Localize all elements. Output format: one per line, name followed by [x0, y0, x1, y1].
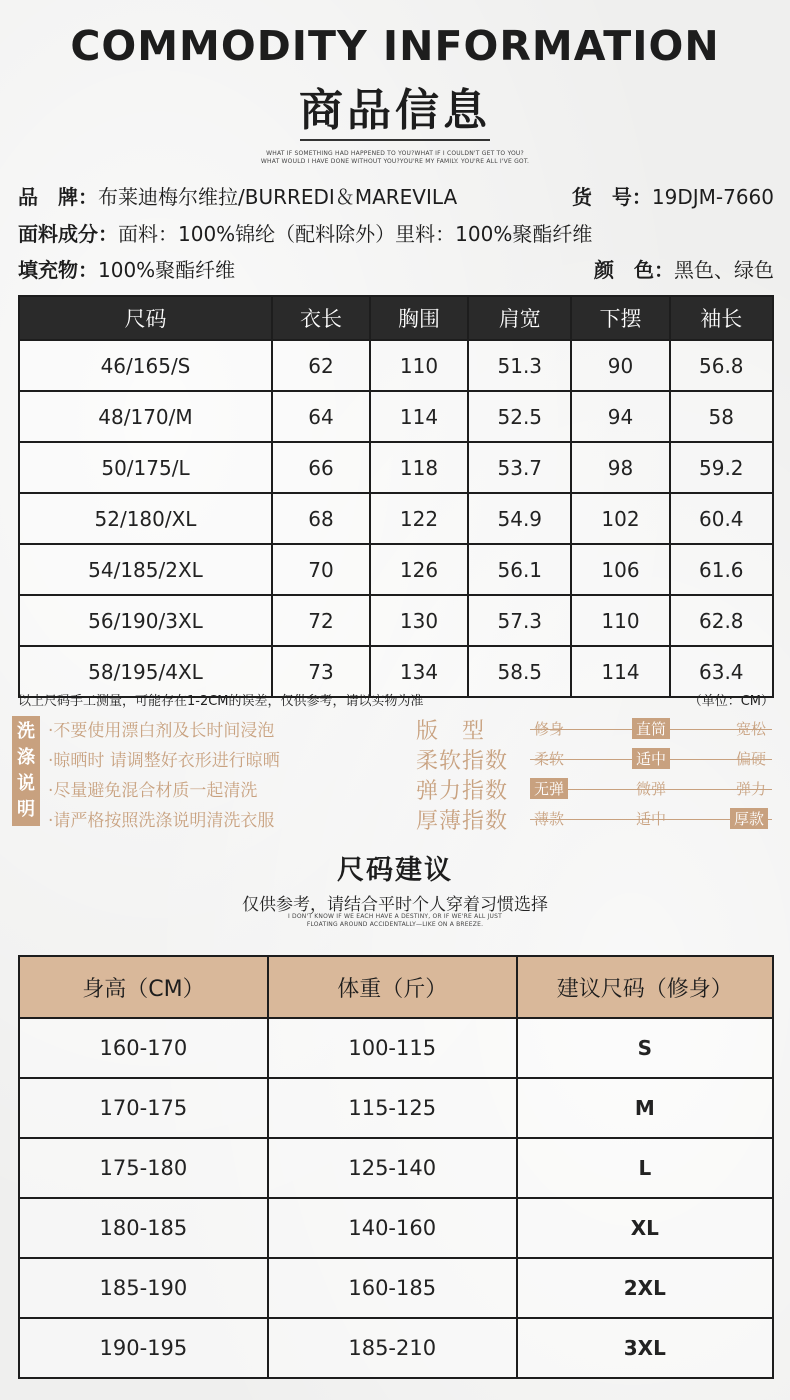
table-cell: 134 [370, 646, 468, 697]
table-cell: 50/175/L [19, 442, 272, 493]
table-row [19, 493, 773, 544]
wash-tag-char: 说 [17, 773, 35, 794]
table-cell: 125-140 [268, 1138, 517, 1198]
index-option: 宽松 [736, 720, 767, 738]
index-option: 微弹 [636, 780, 667, 798]
index-option: 适中 [636, 810, 667, 828]
wash-item: ·请严格按照洗涤说明清洗衣服 [48, 811, 275, 831]
recommendation-title: 尺码建议 [337, 855, 453, 886]
table-row [19, 442, 773, 493]
brand-value: 布莱迪梅尔维拉/BURREDI＆MAREVILA [98, 185, 458, 209]
size-chart-table [18, 295, 774, 698]
table-cell: 106 [571, 544, 669, 595]
softness-index-label: 柔软指数 [416, 749, 509, 774]
index-option: 弹力 [736, 780, 767, 798]
table-cell: 57.3 [468, 595, 571, 646]
table-cell: 68 [272, 493, 370, 544]
recommendation-table [18, 955, 774, 1379]
recommendation-header-row [19, 956, 773, 1018]
table-cell: L [517, 1138, 773, 1198]
table-cell: 190-195 [19, 1318, 268, 1378]
table-cell: 126 [370, 544, 468, 595]
recommendation-tagline-1: I DON'T KNOW IF WE EACH HAVE A DESTINY, OR IF WE'RE ALL JUST [287, 913, 503, 920]
measurement-note: 以上尺码手工测量，可能存在1-2CM的误差，仅供参考，请以实物为准 [18, 694, 424, 709]
table-cell: 54.9 [468, 493, 571, 544]
table-cell: 73 [272, 646, 370, 697]
table-cell: 52/180/XL [19, 493, 272, 544]
table-cell: 170-175 [19, 1078, 268, 1138]
table-row [19, 1318, 773, 1378]
table-cell: 118 [370, 442, 468, 493]
table-cell: 110 [370, 340, 468, 391]
color-value: 黑色、绿色 [674, 258, 774, 282]
table-cell: 51.3 [468, 340, 571, 391]
page-title-en: COMMODITY INFORMATION [70, 22, 720, 70]
index-option: 偏硬 [736, 750, 767, 768]
size-chart-header-cell: 袖长 [670, 296, 773, 340]
recommendation-subtitle: 仅供参考，请结合平时个人穿着习惯选择 [242, 895, 548, 915]
wash-item: ·尽量避免混合材质一起清洗 [48, 781, 258, 801]
index-option-selected: 厚款 [730, 808, 768, 829]
table-cell: 64 [272, 391, 370, 442]
table-cell: 59.2 [670, 442, 773, 493]
table-cell: 185-190 [19, 1258, 268, 1318]
table-cell: M [517, 1078, 773, 1138]
table-row [19, 1198, 773, 1258]
wash-tag-char: 涤 [17, 747, 35, 768]
wash-tag-char: 明 [17, 799, 35, 820]
fabric-value: 面料：100%锦纶（配料除外）里料：100%聚酯纤维 [118, 222, 593, 246]
table-cell: 2XL [517, 1258, 773, 1318]
size-chart-header-cell: 肩宽 [468, 296, 571, 340]
thickness-index-label: 厚薄指数 [416, 809, 509, 834]
table-cell: 48/170/M [19, 391, 272, 442]
color-label: 颜 色： [594, 258, 674, 282]
table-row [19, 1138, 773, 1198]
table-cell: 122 [370, 493, 468, 544]
brand-label: 品 牌： [18, 185, 98, 209]
title-divider [300, 139, 490, 141]
elasticity-index-label: 弹力指数 [416, 779, 509, 804]
size-chart-header-cell: 衣长 [272, 296, 370, 340]
table-row [19, 340, 773, 391]
table-row [19, 1258, 773, 1318]
table-cell: XL [517, 1198, 773, 1258]
table-cell: 56.8 [670, 340, 773, 391]
table-cell: 160-185 [268, 1258, 517, 1318]
table-cell: 53.7 [468, 442, 571, 493]
table-cell: 185-210 [268, 1318, 517, 1378]
table-cell: S [517, 1018, 773, 1078]
wash-tag-char: 洗 [17, 721, 35, 742]
recommendation-header-cell: 身高（CM） [19, 956, 268, 1018]
table-cell: 100-115 [268, 1018, 517, 1078]
page-title-cn: 商品信息 [299, 85, 491, 136]
wash-item: ·晾晒时 请调整好衣形进行晾晒 [48, 751, 280, 771]
table-cell: 58 [670, 391, 773, 442]
fabric-label: 面料成分： [18, 222, 118, 246]
table-cell: 130 [370, 595, 468, 646]
index-option-selected: 适中 [632, 748, 670, 769]
table-row [19, 595, 773, 646]
table-cell: 63.4 [670, 646, 773, 697]
table-row [19, 391, 773, 442]
index-option-selected: 无弹 [530, 778, 568, 799]
tagline-line-2: WHAT WOULD I HAVE DONE WITHOUT YOU?YOU'RE MY FAMILY. YOU'RE ALL I'VE GOT. [260, 158, 530, 165]
info-row-brand [18, 181, 774, 210]
index-option-selected: 直筒 [632, 718, 670, 739]
table-cell: 60.4 [670, 493, 773, 544]
fit-index-label: 版 型 [416, 719, 486, 744]
table-cell: 115-125 [268, 1078, 517, 1138]
unit-note: （单位：CM） [688, 694, 774, 709]
sku-label: 货 号： [571, 185, 652, 209]
table-cell: 70 [272, 544, 370, 595]
wash-item: ·不要使用漂白剂及长时间浸泡 [48, 721, 275, 741]
recommendation-header-cell: 体重（斤） [268, 956, 517, 1018]
filling-label: 填充物： [18, 258, 98, 282]
table-cell: 46/165/S [19, 340, 272, 391]
table-cell: 61.6 [670, 544, 773, 595]
table-cell: 94 [571, 391, 669, 442]
table-cell: 66 [272, 442, 370, 493]
table-cell: 102 [571, 493, 669, 544]
table-cell: 90 [571, 340, 669, 391]
tagline-line-1: WHAT IF SOMETHING HAD HAPPENED TO YOU?WHAT IF I COULDN'T GET TO YOU? [266, 150, 524, 157]
table-cell: 56/190/3XL [19, 595, 272, 646]
size-chart-header-cell: 下摆 [571, 296, 669, 340]
table-row [19, 1078, 773, 1138]
table-cell: 58.5 [468, 646, 571, 697]
table-cell: 110 [571, 595, 669, 646]
info-row-fabric [18, 218, 774, 247]
table-cell: 114 [370, 391, 468, 442]
color-group [594, 254, 774, 283]
size-chart-header-row [19, 296, 773, 340]
size-chart-header-cell: 胸围 [370, 296, 468, 340]
table-row [19, 1018, 773, 1078]
index-option: 柔软 [534, 750, 565, 768]
wash-instructions-tag [12, 716, 40, 826]
table-cell: 140-160 [268, 1198, 517, 1258]
table-cell: 52.5 [468, 391, 571, 442]
table-cell: 62 [272, 340, 370, 391]
index-option: 薄款 [534, 810, 565, 828]
recommendation-tagline-2: FLOATING AROUND ACCIDENTALLY—LIKE ON A BREEZE. [306, 921, 484, 928]
table-cell: 180-185 [19, 1198, 268, 1258]
table-cell: 62.8 [670, 595, 773, 646]
info-row-filling [18, 254, 774, 283]
filling-value: 100%聚酯纤维 [98, 258, 236, 282]
table-cell: 56.1 [468, 544, 571, 595]
table-cell: 160-170 [19, 1018, 268, 1078]
index-option: 修身 [534, 720, 565, 738]
table-cell: 3XL [517, 1318, 773, 1378]
table-cell: 175-180 [19, 1138, 268, 1198]
recommendation-header-cell: 建议尺码（修身） [517, 956, 773, 1018]
sku-value: 19DJM-7660 [651, 185, 774, 209]
table-cell: 114 [571, 646, 669, 697]
table-row [19, 544, 773, 595]
size-chart-header-cell: 尺码 [19, 296, 272, 340]
table-cell: 98 [571, 442, 669, 493]
table-cell: 54/185/2XL [19, 544, 272, 595]
sku-group [572, 181, 774, 210]
table-cell: 58/195/4XL [19, 646, 272, 697]
table-cell: 72 [272, 595, 370, 646]
